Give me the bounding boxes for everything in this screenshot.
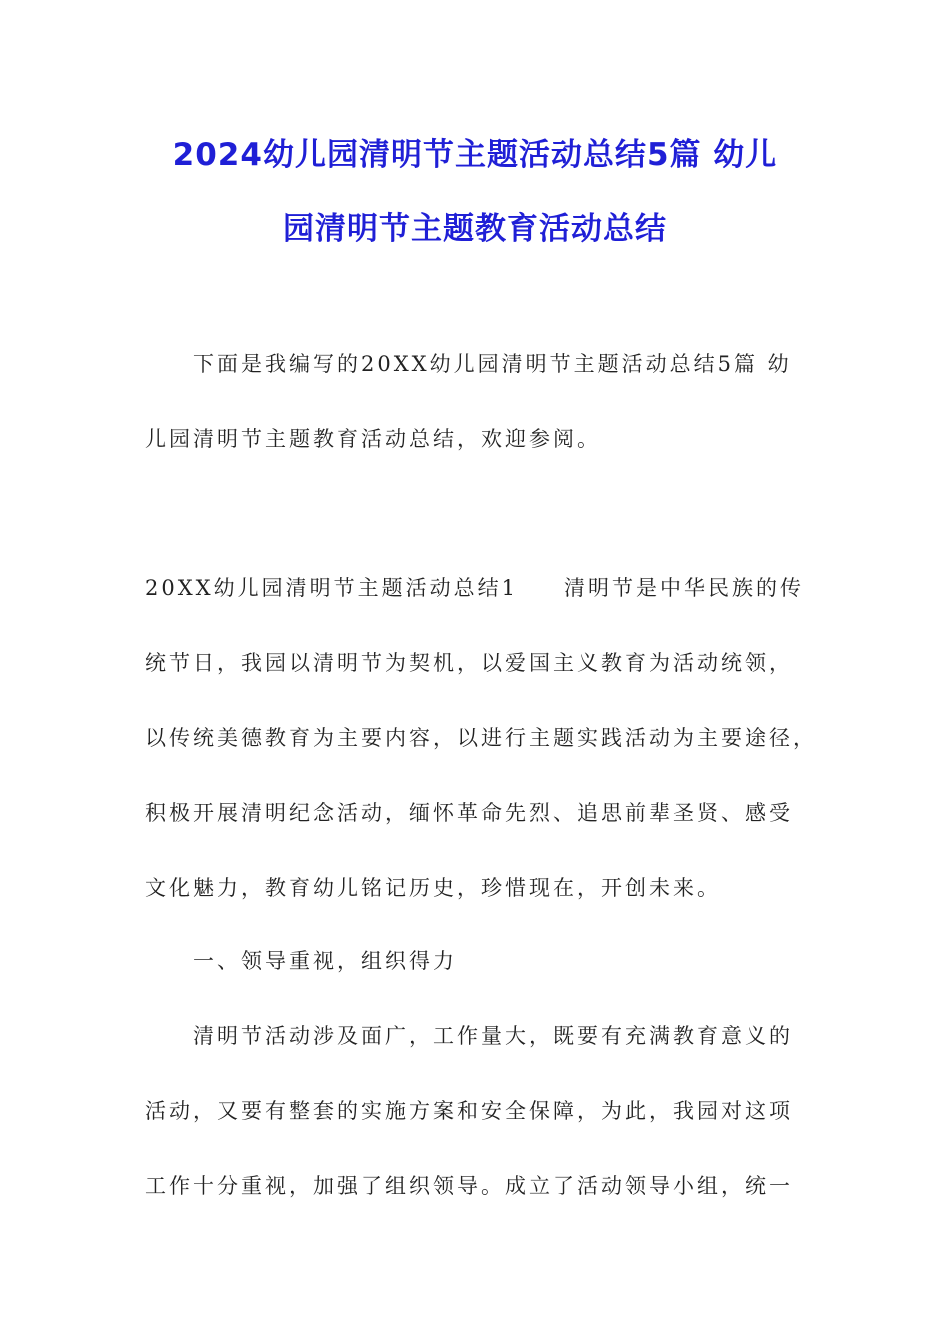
section-heading: [145, 572, 804, 602]
subsection-heading: 一、领导重视，组织得力: [193, 949, 457, 973]
paragraph-line: 清明节活动涉及面广，工作量大，既要有充满教育意义的: [193, 1024, 793, 1048]
paragraph-line: 积极开展清明纪念活动，缅怀革命先烈、追思前辈圣贤、感受: [145, 801, 793, 825]
intro-line-1: 下面是我编写的20XX幼儿园清明节主题活动总结5篇 幼: [193, 352, 792, 376]
paragraph-line: 工作十分重视，加强了组织领导。成立了活动领导小组，统一: [145, 1174, 793, 1198]
title-line-1: 2024幼儿园清明节主题活动总结5篇 幼儿: [172, 137, 778, 173]
section-paragraph-start: 清明节是中华民族的传: [563, 576, 804, 600]
paragraph-line: 活动，又要有整套的实施方案和安全保障，为此，我园对这项: [145, 1099, 793, 1123]
section-title: 20XX幼儿园清明节主题活动总结1: [145, 576, 518, 600]
intro-line-2: 儿园清明节主题教育活动总结，欢迎参阅。: [145, 427, 601, 451]
paragraph-line: 统节日，我园以清明节为契机，以爱国主义教育为活动统领，: [145, 651, 793, 675]
title-line-2: 园清明节主题教育活动总结: [283, 211, 667, 247]
paragraph-line: 以传统美德教育为主要内容，以进行主题实践活动为主要途径，: [145, 726, 817, 750]
paragraph-line: 文化魅力，教育幼儿铭记历史，珍惜现在，开创未来。: [145, 876, 721, 900]
document-body: [145, 0, 825, 1344]
